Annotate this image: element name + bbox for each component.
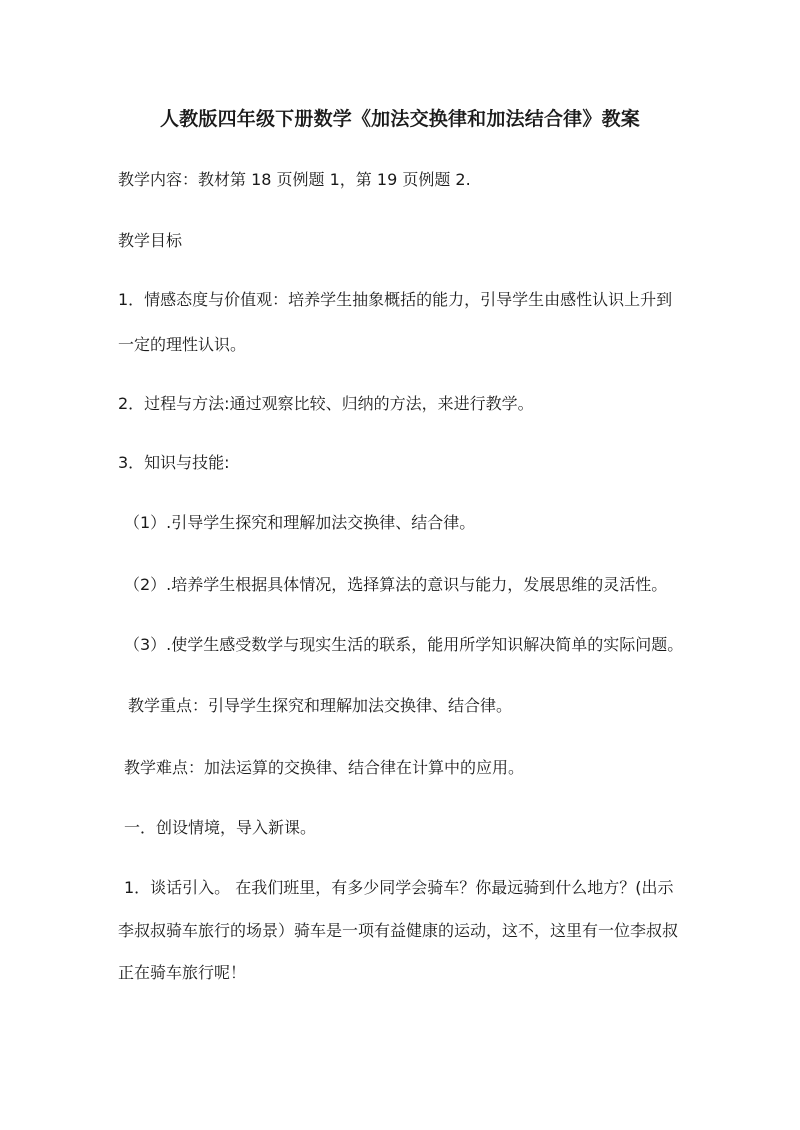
sub-goal-1: （1）.引导学生探究和理解加法交换律、结合律。 bbox=[124, 513, 476, 532]
goal-1-line-1: 1．情感态度与价值观：培养学生抽象概括的能力，引导学生由感性认识上升到 bbox=[118, 290, 673, 309]
key-point: 教学重点：引导学生探究和理解加法交换律、结合律。 bbox=[128, 696, 513, 715]
goal-2: 2．过程与方法:通过观察比较、归纳的方法，来进行教学。 bbox=[118, 394, 534, 413]
sub-goal-2: （2）.培养学生根据具体情况，选择算法的意识与能力，发展思维的灵活性。 bbox=[124, 575, 668, 594]
section-1-heading: 一．创设情境，导入新课。 bbox=[124, 818, 317, 837]
document-title: 人教版四年级下册数学《加法交换律和加法结合律》教案 bbox=[159, 108, 640, 130]
paragraph-1-line-1: 1．谈话引入。 在我们班里，有多少同学会骑车？你最远骑到什么地方？(出示 bbox=[124, 878, 674, 897]
teaching-content-line: 教学内容：教材第 18 页例题 1，第 19 页例题 2. bbox=[118, 170, 471, 189]
paragraph-1-line-3: 正在骑车旅行呢！ bbox=[118, 963, 247, 982]
goal-3: 3．知识与技能: bbox=[118, 453, 230, 472]
sub-goal-3: （3）.使学生感受数学与现实生活的联系，能用所学知识解决简单的实际问题。 bbox=[124, 635, 684, 654]
paragraph-1-line-2: 李叔叔骑车旅行的场景）骑车是一项有益健康的运动，这不，这里有一位李叔叔 bbox=[118, 921, 679, 940]
difficulty-point: 教学难点：加法运算的交换律、结合律在计算中的应用。 bbox=[124, 758, 525, 777]
teaching-goals-heading: 教学目标 bbox=[118, 231, 183, 250]
goal-1-line-2: 一定的理性认识。 bbox=[118, 335, 247, 354]
